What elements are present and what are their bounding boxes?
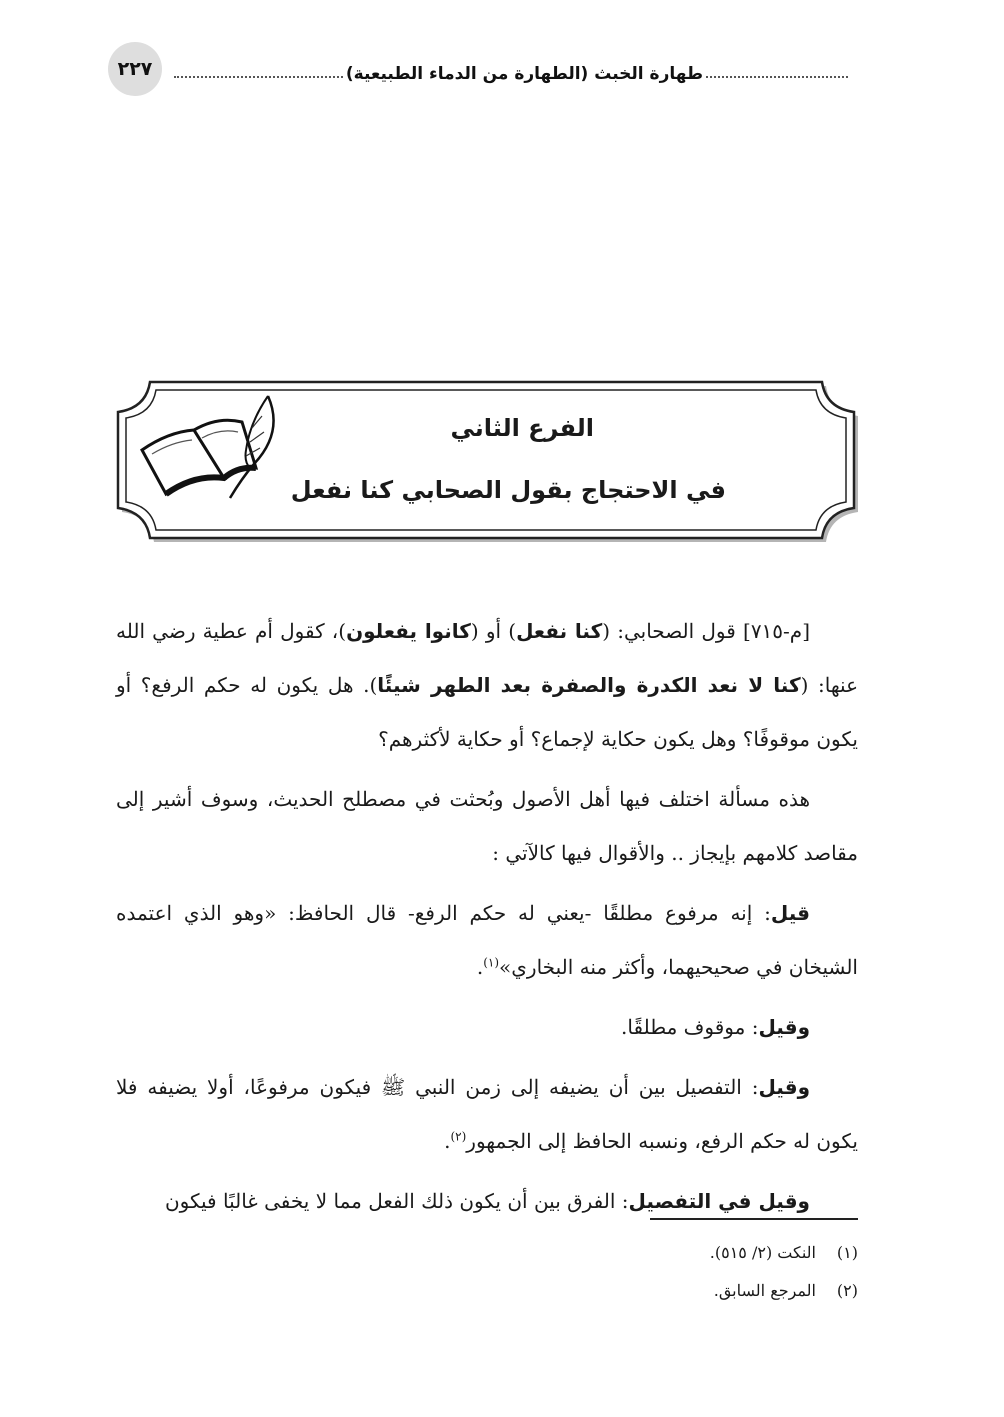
text-run: : إنه مرفوع مطلقًا -يعني له حكم الرفع- قال الحافظ: «وهو الذي اعتمده الشيخان في صحيحيهما، وأكثر منه البخاري» [116, 901, 858, 979]
book-and-quill-icon [138, 392, 278, 502]
bold-lead: وقيل في التفصيل [628, 1189, 810, 1213]
bold-lead: قيل [770, 901, 810, 925]
text-run: ) أو ( [470, 619, 517, 643]
text-run: )، كقول أم عطية رضي الله عنها: ( [116, 619, 859, 697]
bold-phrase: كنا لا نعد الكدرة والصفرة بعد الطهر شيئًا [377, 673, 801, 697]
leader-dots [174, 72, 343, 78]
text-run: ). هل يكون له حكم الرفع؟ أو يكون موقوفًا؟ وهل يكون حكاية لإجماع؟ أو حكاية لأكثرهم؟ [116, 673, 858, 751]
text-run: . [444, 1129, 451, 1153]
footnote-ref[interactable]: (٢) [450, 1129, 467, 1144]
page-number: ٢٢٧ [108, 42, 162, 96]
footnote-text: المرجع السابق. [713, 1281, 816, 1300]
body-text [116, 604, 858, 1234]
bold-lead: وقيل [758, 1075, 810, 1099]
paragraph [116, 604, 858, 766]
bold-lead: وقيل [758, 1015, 810, 1039]
page-header [108, 40, 848, 96]
text-run: . [476, 955, 484, 979]
paragraph [116, 1000, 858, 1054]
leader-dots [706, 72, 848, 78]
text-run: : التفصيل بين أن يضيفه إلى زمن النبي ﷺ فيكون مرفوعًا، أولا يضيفه فلا يكون له حكم الرفع، ونسبه الحافظ إلى الجمهور [116, 1075, 858, 1153]
section-title-box [116, 378, 864, 550]
paragraph: هذه مسألة اختلف فيها أهل الأصول وبُحثت في مصطلح الحديث، وسوف أشير إلى مقاصد كلامهم بإيجاز .. والأقوال فيها كالآتي : [116, 787, 858, 865]
section-subtitle: في الاحتجاج بقول الصحابي كنا نفعل [290, 476, 726, 504]
bold-phrase: كانوا يفعلون [346, 619, 471, 643]
footnote [358, 1238, 858, 1268]
footnote-ref[interactable]: (١) [483, 955, 500, 970]
text-run: : الفرق بين أن يكون ذلك الفعل مما لا يخفى غالبًا فيكون [164, 1189, 629, 1213]
text-run: [م-٧١٥] قول الصحابي: ( [602, 619, 810, 643]
bold-phrase: كنا نفعل [516, 619, 603, 643]
section-title: الفرع الثاني [450, 414, 594, 442]
footnote [358, 1276, 858, 1306]
footnote-number: (٢) [836, 1281, 858, 1300]
paragraph [116, 1060, 858, 1168]
footnotes [358, 1238, 858, 1314]
text-run: : موقوف مطلقًا. [621, 1015, 759, 1039]
paragraph [116, 886, 858, 994]
footnote-number: (١) [836, 1243, 858, 1262]
running-title-text: طهارة الخبث (الطهارة من الدماء الطبيعية) [345, 64, 703, 84]
footnote-separator [650, 1218, 858, 1220]
footnote-text: النكت (٢/ ٥١٥). [709, 1243, 816, 1262]
running-title [174, 56, 848, 84]
